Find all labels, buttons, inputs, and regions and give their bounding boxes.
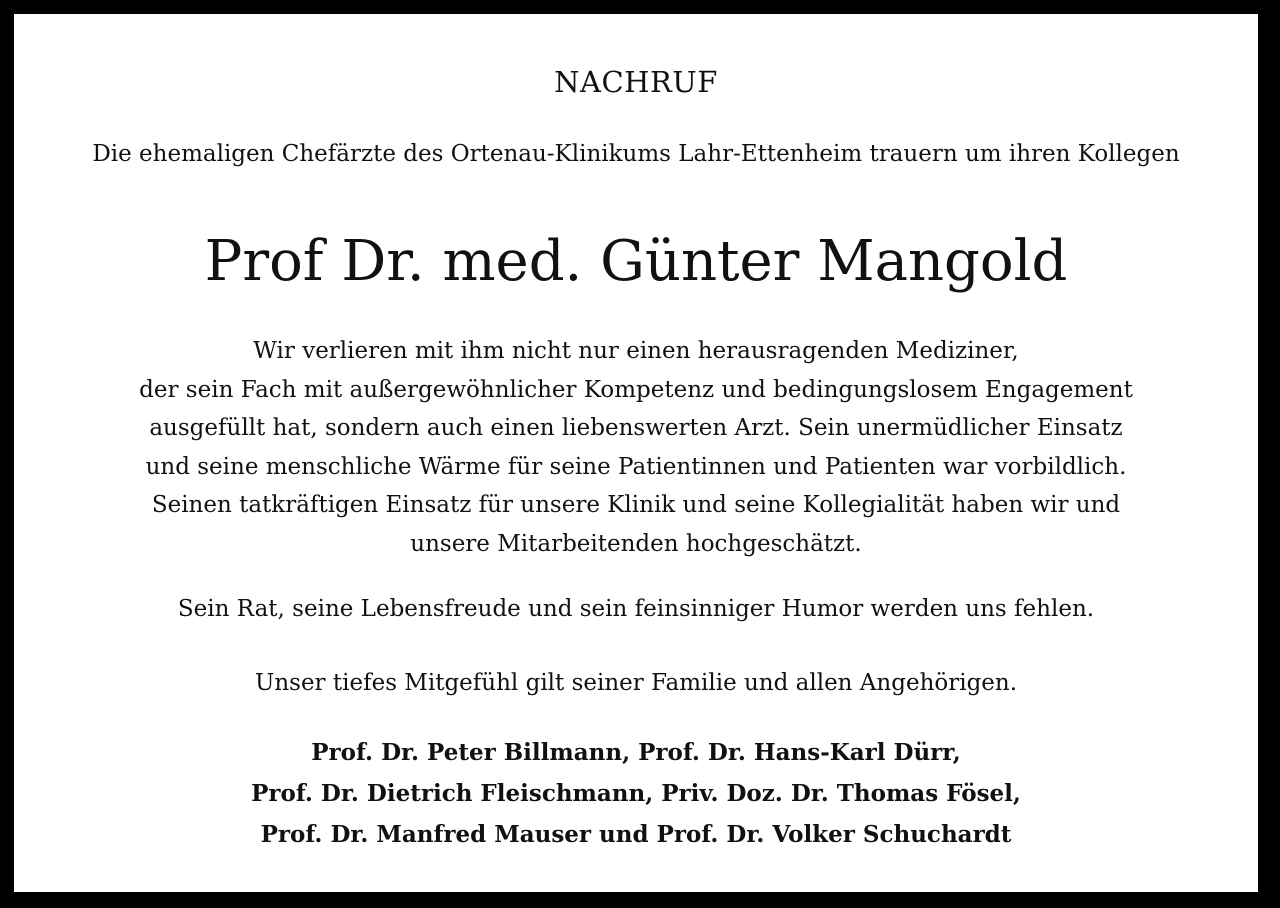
deceased-name: Prof Dr. med. Günter Mangold	[204, 229, 1068, 294]
farewell-line: Sein Rat, seine Lebensfreude und sein feinsinniger Humor werden uns fehlen.	[177, 596, 1095, 622]
signatories	[14, 732, 1258, 855]
tribute-line: Seinen tatkräftigen Einsatz für unsere Klinik und seine Kollegialität haben wir und	[151, 492, 1121, 519]
signatory-line: Prof. Dr. Manfred Mauser und Prof. Dr. Volker Schuchardt	[260, 821, 1012, 848]
notice-heading: NACHRUF	[554, 65, 718, 99]
tribute-line: der sein Fach mit außergewöhnlicher Kompetenz und bedingungslosem Engagement	[139, 376, 1133, 403]
signatory-line: Prof. Dr. Peter Billmann, Prof. Dr. Hans-Karl Dürr,	[311, 739, 961, 766]
condolence-line: Unser tiefes Mitgefühl gilt seiner Familie und allen Angehörigen.	[254, 670, 1018, 696]
tribute-paragraph	[14, 332, 1258, 564]
signatory-line: Prof. Dr. Dietrich Fleischmann, Priv. Doz. Dr. Thomas Fösel,	[251, 780, 1021, 807]
intro-line: Die ehemaligen Chefärzte des Ortenau-Klinikums Lahr-Ettenheim trauern um ihren Kollegen	[92, 141, 1180, 167]
tribute-line: Wir verlieren mit ihm nicht nur einen herausragenden Mediziner,	[253, 338, 1019, 364]
tribute-line: unsere Mitarbeitenden hochgeschätzt.	[410, 530, 862, 557]
tribute-line: und seine menschliche Wärme für seine Patientinnen und Patienten war vorbildlich.	[145, 453, 1127, 480]
obituary-notice	[14, 14, 1258, 892]
tribute-line: ausgefüllt hat, sondern auch einen liebenswerten Arzt. Sein unermüdlicher Einsatz	[149, 415, 1123, 442]
